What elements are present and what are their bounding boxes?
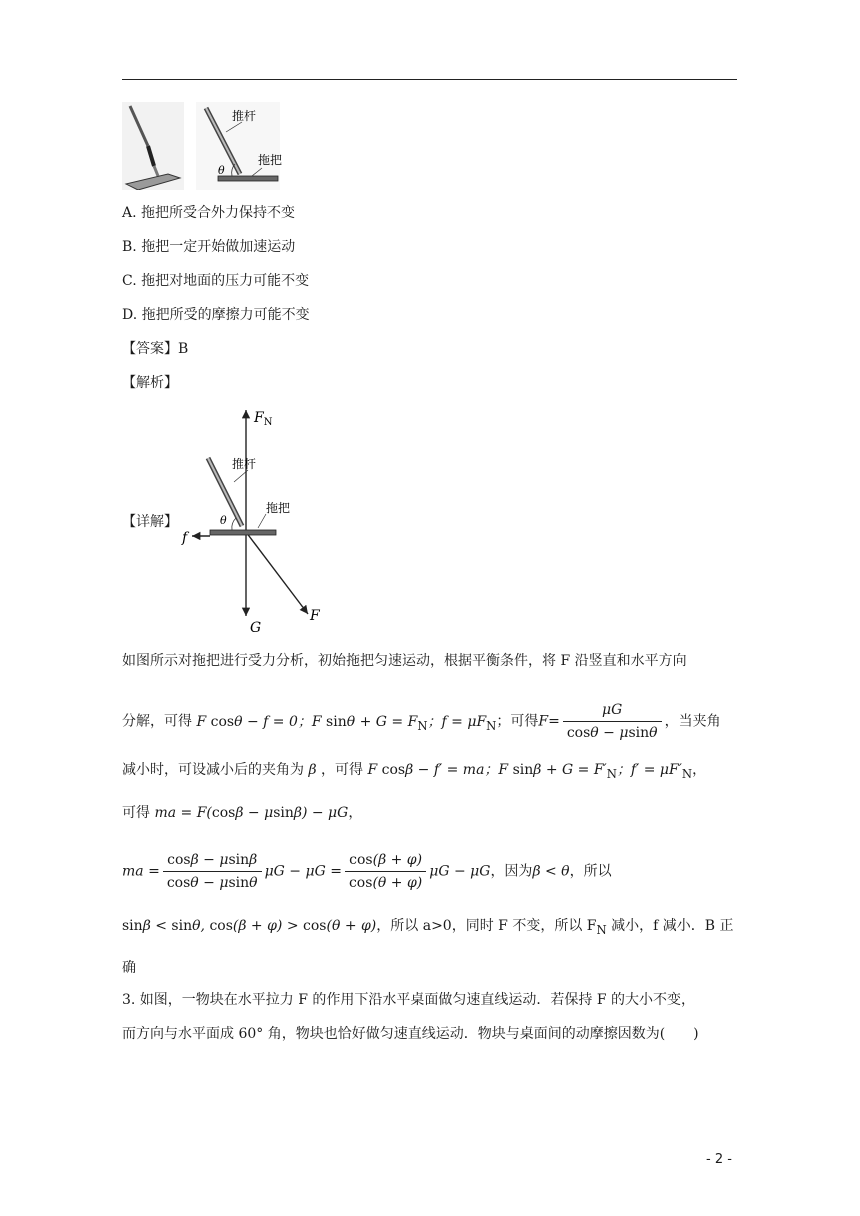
f-label: f xyxy=(182,530,188,546)
pushrod-label: 推杆 xyxy=(232,109,257,123)
mop-label-2: 拖把 xyxy=(266,501,291,515)
mop-label: 拖把 xyxy=(258,153,283,167)
question3-line-2: 而方向与水平面成 60° 角，物块也恰好做匀速直线运动．物块与桌面间的动摩擦因数为( ) xyxy=(122,1026,699,1042)
fn-label: $F_N$ xyxy=(254,410,273,428)
option-b: B. 拖把一定开始做加速运动 xyxy=(122,239,296,255)
para-line-7: 确 xyxy=(122,960,136,976)
pushrod-label-2: 推杆 xyxy=(232,457,257,471)
para-line-3: 减小时，可设减小后的夹角为 β ，可得 F cosβ − f′ = ma；F $\sin\beta + G = F'_N$；$f' = \mu F'_N$， xyxy=(122,762,707,781)
theta-label: θ xyxy=(218,164,225,177)
page-number: - 2 - xyxy=(706,1152,732,1167)
option-a: A. 拖把所受合外力保持不变 xyxy=(122,205,296,221)
g-label: G xyxy=(250,620,262,636)
option-d: D. 拖把所受的摩擦力可能不变 xyxy=(122,307,310,323)
para-line-5: ma = $\frac{\cos\beta - \mu\sin\beta}{\cos\theta - \mu\sin\theta}$ μG − μG = $\frac{\cos(\beta + \varphi)}{\cos(\theta + \varphi)}$ μG − μG，因为β < θ，所以 xyxy=(122,852,612,891)
answer-label: 【答案】B xyxy=(122,341,189,357)
para-line-1: 如图所示对拖把进行受力分析，初始拖把匀速运动，根据平衡条件，将 F 沿竖直和水平方向 xyxy=(122,653,687,669)
analysis-label: 【解析】 xyxy=(122,375,178,391)
option-c: C. 拖把对地面的压力可能不变 xyxy=(122,273,310,289)
theta-label-2: θ xyxy=(220,514,227,527)
push-force-arrow xyxy=(246,532,308,614)
f-push-label: F xyxy=(310,608,320,624)
mop-figure xyxy=(122,102,302,190)
detail-label: 【详解】 xyxy=(122,514,178,530)
header-rule xyxy=(122,79,737,80)
para-line-4: 可得 ma = F(cosβ − μsinβ) − μG， xyxy=(122,805,363,821)
fraction-F: $\frac{\mu G}{\cos\theta - \mu\sin\theta}$ xyxy=(563,700,662,743)
para-line-6: sinβ < sinθ, cos(β + φ) > cos(θ + φ)，所以 a>0，同时 F 不变，所以 $F_N$ 减小，f 减小．B 正 xyxy=(122,918,734,937)
para-line-2: 分解，可得 F cosθ − f = 0；F $\sin\theta + G = F_N$；$f = \mu F_N$；可得F= $\frac{\mu G}{\cos\theta - \mu\sin\theta}$ ，当夹角 xyxy=(122,702,721,741)
mop-head xyxy=(210,530,276,535)
force-diagram xyxy=(180,402,340,638)
question3-line-1: 3. 如图，一物块在水平拉力 F 的作用下沿水平桌面做匀速直线运动．若保持 F 的大小不变， xyxy=(122,992,696,1008)
